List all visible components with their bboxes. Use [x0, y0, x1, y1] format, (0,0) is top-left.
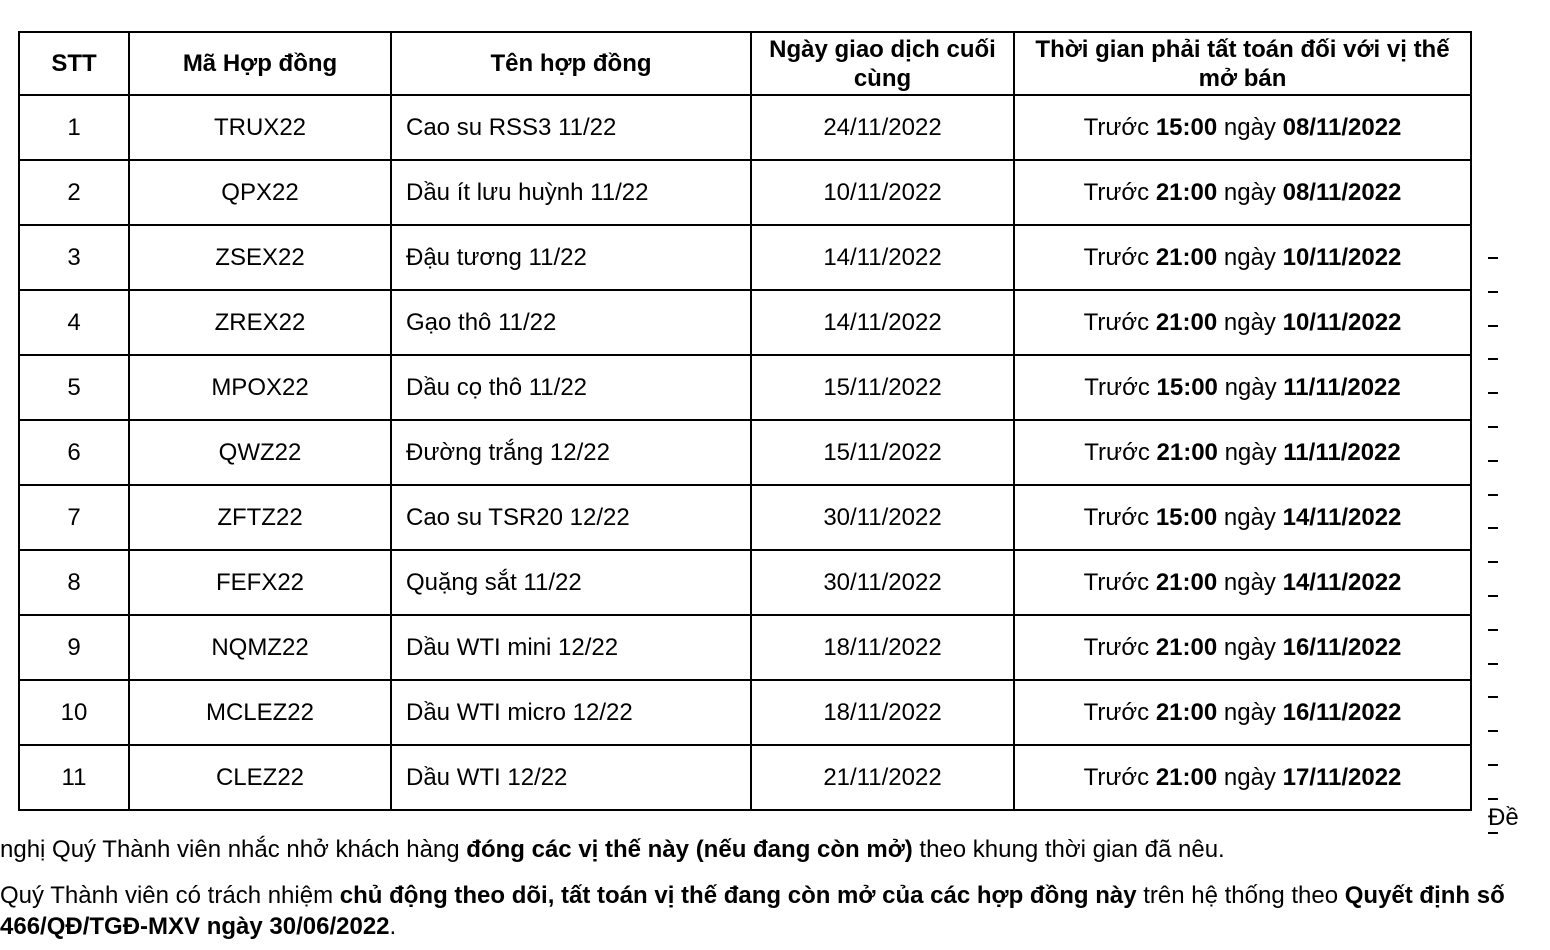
cell-contract-name: Dầu WTI micro 12/22	[391, 680, 751, 745]
margin-dash	[1488, 494, 1498, 496]
deadline-before-word: Trước	[1083, 179, 1150, 206]
cell-stt: 1	[19, 95, 129, 160]
deadline-before-word: Trước	[1083, 504, 1150, 531]
margin-dash	[1488, 392, 1498, 394]
cell-stt: 5	[19, 355, 129, 420]
deadline-date: 08/11/2022	[1282, 114, 1402, 141]
contract-table	[18, 31, 1472, 811]
responsibility-text-end: .	[389, 913, 397, 940]
deadline-day-word: ngày	[1223, 179, 1276, 206]
cell-last-trading-day: 30/11/2022	[751, 485, 1014, 550]
deadline-day-word: ngày	[1224, 439, 1277, 466]
table-row	[19, 745, 1471, 810]
paragraph-lead-word: Đề	[1488, 804, 1519, 831]
table-row	[19, 550, 1471, 615]
cell-last-trading-day: 18/11/2022	[751, 680, 1014, 745]
table-body	[19, 95, 1471, 810]
margin-dash	[1488, 426, 1498, 428]
cell-settlement-deadline	[1014, 615, 1471, 680]
responsibility-text-bold2: Quyết định số 466/QĐ/TGĐ-MXV ngày 30/06/2022	[0, 882, 1505, 940]
deadline-date: 17/11/2022	[1282, 764, 1402, 791]
header-settlement-deadline: Thời gian phải tất toán đối với vị thế mở bán	[1014, 32, 1471, 95]
deadline-date: 10/11/2022	[1282, 244, 1402, 271]
cell-contract-code: NQMZ22	[129, 615, 391, 680]
deadline-day-word: ngày	[1223, 634, 1276, 661]
cell-contract-name: Dầu ít lưu huỳnh 11/22	[391, 160, 751, 225]
deadline-before-word: Trước	[1083, 309, 1150, 336]
margin-dash	[1488, 730, 1498, 732]
cell-settlement-deadline	[1014, 420, 1471, 485]
deadline-day-word: ngày	[1223, 504, 1276, 531]
cell-contract-name: Dầu WTI 12/22	[391, 745, 751, 810]
cell-settlement-deadline	[1014, 290, 1471, 355]
table-row	[19, 290, 1471, 355]
deadline-date: 08/11/2022	[1282, 179, 1402, 206]
cell-stt: 9	[19, 615, 129, 680]
deadline-time: 21:00	[1155, 699, 1218, 726]
reminder-text-bold: đóng các vị thế này (nếu đang còn mở)	[466, 836, 913, 863]
deadline-day-word: ngày	[1223, 244, 1276, 271]
cell-contract-name: Đường trắng 12/22	[391, 420, 751, 485]
deadline-before-word: Trước	[1083, 764, 1150, 791]
deadline-time: 15:00	[1155, 114, 1218, 141]
table-row	[19, 680, 1471, 745]
margin-dash	[1488, 561, 1498, 563]
deadline-before-word: Trước	[1083, 634, 1150, 661]
cell-contract-name: Cao su RSS3 11/22	[391, 95, 751, 160]
margin-dash	[1488, 764, 1498, 766]
margin-dash	[1488, 663, 1498, 665]
deadline-before-word: Trước	[1083, 569, 1150, 596]
cell-stt: 10	[19, 680, 129, 745]
cell-last-trading-day: 15/11/2022	[751, 355, 1014, 420]
cell-contract-code: MCLEZ22	[129, 680, 391, 745]
margin-dash	[1488, 527, 1498, 529]
margin-dash	[1488, 291, 1498, 293]
margin-dash	[1488, 460, 1498, 462]
deadline-date: 14/11/2022	[1282, 569, 1402, 596]
deadline-time: 21:00	[1155, 764, 1218, 791]
cell-settlement-deadline	[1014, 745, 1471, 810]
header-contract-name: Tên hợp đồng	[391, 32, 751, 95]
cell-contract-code: CLEZ22	[129, 745, 391, 810]
deadline-day-word: ngày	[1223, 699, 1276, 726]
deadline-time: 21:00	[1155, 244, 1218, 271]
table-row	[19, 355, 1471, 420]
cell-contract-code: ZREX22	[129, 290, 391, 355]
cell-last-trading-day: 18/11/2022	[751, 615, 1014, 680]
cell-stt: 2	[19, 160, 129, 225]
responsibility-text-bold1: chủ động theo dõi, tất toán vị thế đang còn mở của các hợp đồng này	[339, 882, 1137, 909]
cell-stt: 4	[19, 290, 129, 355]
deadline-time: 21:00	[1155, 179, 1218, 206]
cell-contract-name: Dầu cọ thô 11/22	[391, 355, 751, 420]
cell-contract-name: Dầu WTI mini 12/22	[391, 615, 751, 680]
table-header	[19, 32, 1471, 95]
table-row	[19, 160, 1471, 225]
deadline-before-word: Trước	[1083, 244, 1150, 271]
deadline-time: 15:00	[1156, 374, 1218, 401]
deadline-date: 16/11/2022	[1282, 699, 1402, 726]
cell-settlement-deadline	[1014, 355, 1471, 420]
cell-contract-code: MPOX22	[129, 355, 391, 420]
deadline-time: 21:00	[1155, 309, 1218, 336]
deadline-before-word: Trước	[1084, 374, 1150, 401]
cell-last-trading-day: 15/11/2022	[751, 420, 1014, 485]
header-contract-code: Mã Hợp đồng	[129, 32, 391, 95]
reminder-text-end: theo khung thời gian đã nêu.	[912, 836, 1225, 863]
cell-contract-code: QWZ22	[129, 420, 391, 485]
deadline-date: 10/11/2022	[1282, 309, 1402, 336]
responsibility-text-mid: trên hệ thống theo	[1136, 882, 1345, 909]
cell-last-trading-day: 21/11/2022	[751, 745, 1014, 810]
responsibility-paragraph	[0, 880, 1548, 942]
deadline-time: 21:00	[1155, 634, 1218, 661]
cell-contract-name: Cao su TSR20 12/22	[391, 485, 751, 550]
cell-contract-name: Gạo thô 11/22	[391, 290, 751, 355]
deadline-day-word: ngày	[1223, 309, 1276, 336]
header-last-trading-day: Ngày giao dịch cuối cùng	[751, 32, 1014, 95]
deadline-time: 21:00	[1155, 569, 1218, 596]
table-row	[19, 485, 1471, 550]
table-row	[19, 225, 1471, 290]
cell-stt: 7	[19, 485, 129, 550]
deadline-date: 11/11/2022	[1283, 374, 1401, 401]
table-row	[19, 95, 1471, 160]
margin-dash	[1488, 629, 1498, 631]
margin-dash	[1488, 358, 1498, 360]
cell-last-trading-day: 14/11/2022	[751, 290, 1014, 355]
reminder-text-start: nghị Quý Thành viên nhắc nhở khách hàng	[0, 836, 467, 863]
header-row	[19, 32, 1471, 95]
margin-dash	[1488, 257, 1498, 259]
cell-contract-code: ZSEX22	[129, 225, 391, 290]
deadline-date: 16/11/2022	[1282, 634, 1402, 661]
cell-settlement-deadline	[1014, 160, 1471, 225]
margin-dash	[1488, 595, 1498, 597]
deadline-date: 11/11/2022	[1283, 439, 1401, 466]
cell-stt: 6	[19, 420, 129, 485]
cell-last-trading-day: 14/11/2022	[751, 225, 1014, 290]
reminder-paragraph	[0, 834, 1548, 865]
cell-last-trading-day: 24/11/2022	[751, 95, 1014, 160]
cell-contract-code: QPX22	[129, 160, 391, 225]
deadline-before-word: Trước	[1083, 114, 1150, 141]
deadline-day-word: ngày	[1223, 764, 1276, 791]
cell-last-trading-day: 30/11/2022	[751, 550, 1014, 615]
deadline-day-word: ngày	[1223, 114, 1276, 141]
header-stt: STT	[19, 32, 129, 95]
table-row	[19, 615, 1471, 680]
cell-contract-name: Quặng sắt 11/22	[391, 550, 751, 615]
cell-settlement-deadline	[1014, 225, 1471, 290]
deadline-time: 21:00	[1156, 439, 1218, 466]
deadline-before-word: Trước	[1083, 699, 1150, 726]
table-row	[19, 420, 1471, 485]
deadline-day-word: ngày	[1223, 569, 1276, 596]
cell-settlement-deadline	[1014, 485, 1471, 550]
cell-contract-name: Đậu tương 11/22	[391, 225, 751, 290]
margin-dash	[1488, 325, 1498, 327]
deadline-day-word: ngày	[1224, 374, 1277, 401]
cell-contract-code: ZFTZ22	[129, 485, 391, 550]
cell-stt: 11	[19, 745, 129, 810]
cell-contract-code: FEFX22	[129, 550, 391, 615]
deadline-time: 15:00	[1155, 504, 1218, 531]
cell-settlement-deadline	[1014, 95, 1471, 160]
cell-contract-code: TRUX22	[129, 95, 391, 160]
cell-stt: 8	[19, 550, 129, 615]
cell-settlement-deadline	[1014, 680, 1471, 745]
deadline-before-word: Trước	[1084, 439, 1150, 466]
deadline-date: 14/11/2022	[1282, 504, 1402, 531]
cell-last-trading-day: 10/11/2022	[751, 160, 1014, 225]
margin-dash	[1488, 798, 1498, 800]
cell-settlement-deadline	[1014, 550, 1471, 615]
cell-stt: 3	[19, 225, 129, 290]
responsibility-text-start: Quý Thành viên có trách nhiệm	[0, 882, 340, 909]
margin-dash	[1488, 696, 1498, 698]
